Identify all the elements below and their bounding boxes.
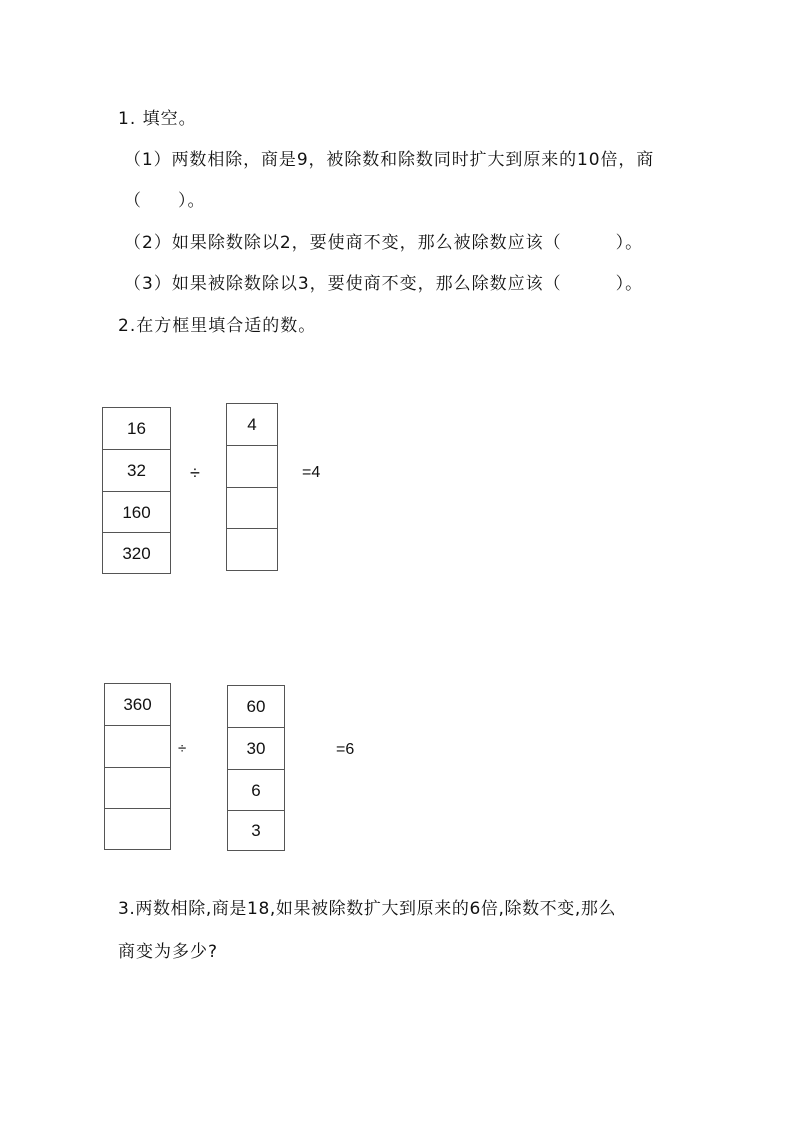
grid2-divisor-cell: 30: [228, 727, 284, 769]
grid1-result: =4: [302, 464, 321, 481]
grid2-divisor-column: [227, 685, 285, 851]
grid1-divisor-cell: 4: [247, 415, 257, 434]
grid2-divisor-cell: 60: [246, 697, 266, 716]
grid2-dividend-blank[interactable]: [105, 725, 170, 767]
grid2-divide-sign: ÷: [178, 740, 187, 757]
q1-heading: 1. 填空。: [118, 109, 197, 129]
grid2-dividend-cell: 360: [123, 695, 152, 714]
grid1-dividend-cell: 16: [127, 419, 146, 438]
grid2-dividend-blank[interactable]: [105, 767, 170, 809]
q2-heading: 2.在方框里填合适的数。: [118, 316, 317, 336]
q1-item3: （3）如果被除数除以3，要使商不变，那么除数应该（ ）。: [124, 274, 644, 294]
grid2-divisor-cell: 3: [228, 810, 284, 850]
grid1-divisor-blank[interactable]: [227, 445, 277, 487]
grid1-divisor-blank[interactable]: [227, 487, 277, 529]
grid1-dividend-cell: 32: [103, 449, 170, 491]
grid1-divide-sign: ÷: [190, 463, 200, 483]
grid1-dividend-cell: 320: [103, 532, 170, 573]
q3-line2: 商变为多少?: [118, 942, 219, 962]
grid2-divisor-cell: 6: [228, 769, 284, 811]
grid1-dividend-cell: 160: [103, 491, 170, 533]
grid2-dividend-column: [104, 683, 171, 850]
q3-line1: 3.两数相除,商是18,如果被除数扩大到原来的6倍,除数不变,那么: [118, 899, 617, 919]
grid2-result: =6: [336, 741, 355, 758]
grid2-dividend-blank[interactable]: [105, 808, 170, 849]
grid1-divisor-column: [226, 403, 278, 571]
grid1-divisor-blank[interactable]: [227, 528, 277, 570]
q1-item1-line1: （1）两数相除，商是9，被除数和除数同时扩大到原来的10倍，商: [124, 150, 655, 170]
grid1-dividend-column: [102, 407, 171, 574]
q1-item2: （2）如果除数除以2，要使商不变，那么被除数应该（ ）。: [124, 233, 644, 253]
q1-item1-line2: （ ）。: [124, 191, 206, 211]
